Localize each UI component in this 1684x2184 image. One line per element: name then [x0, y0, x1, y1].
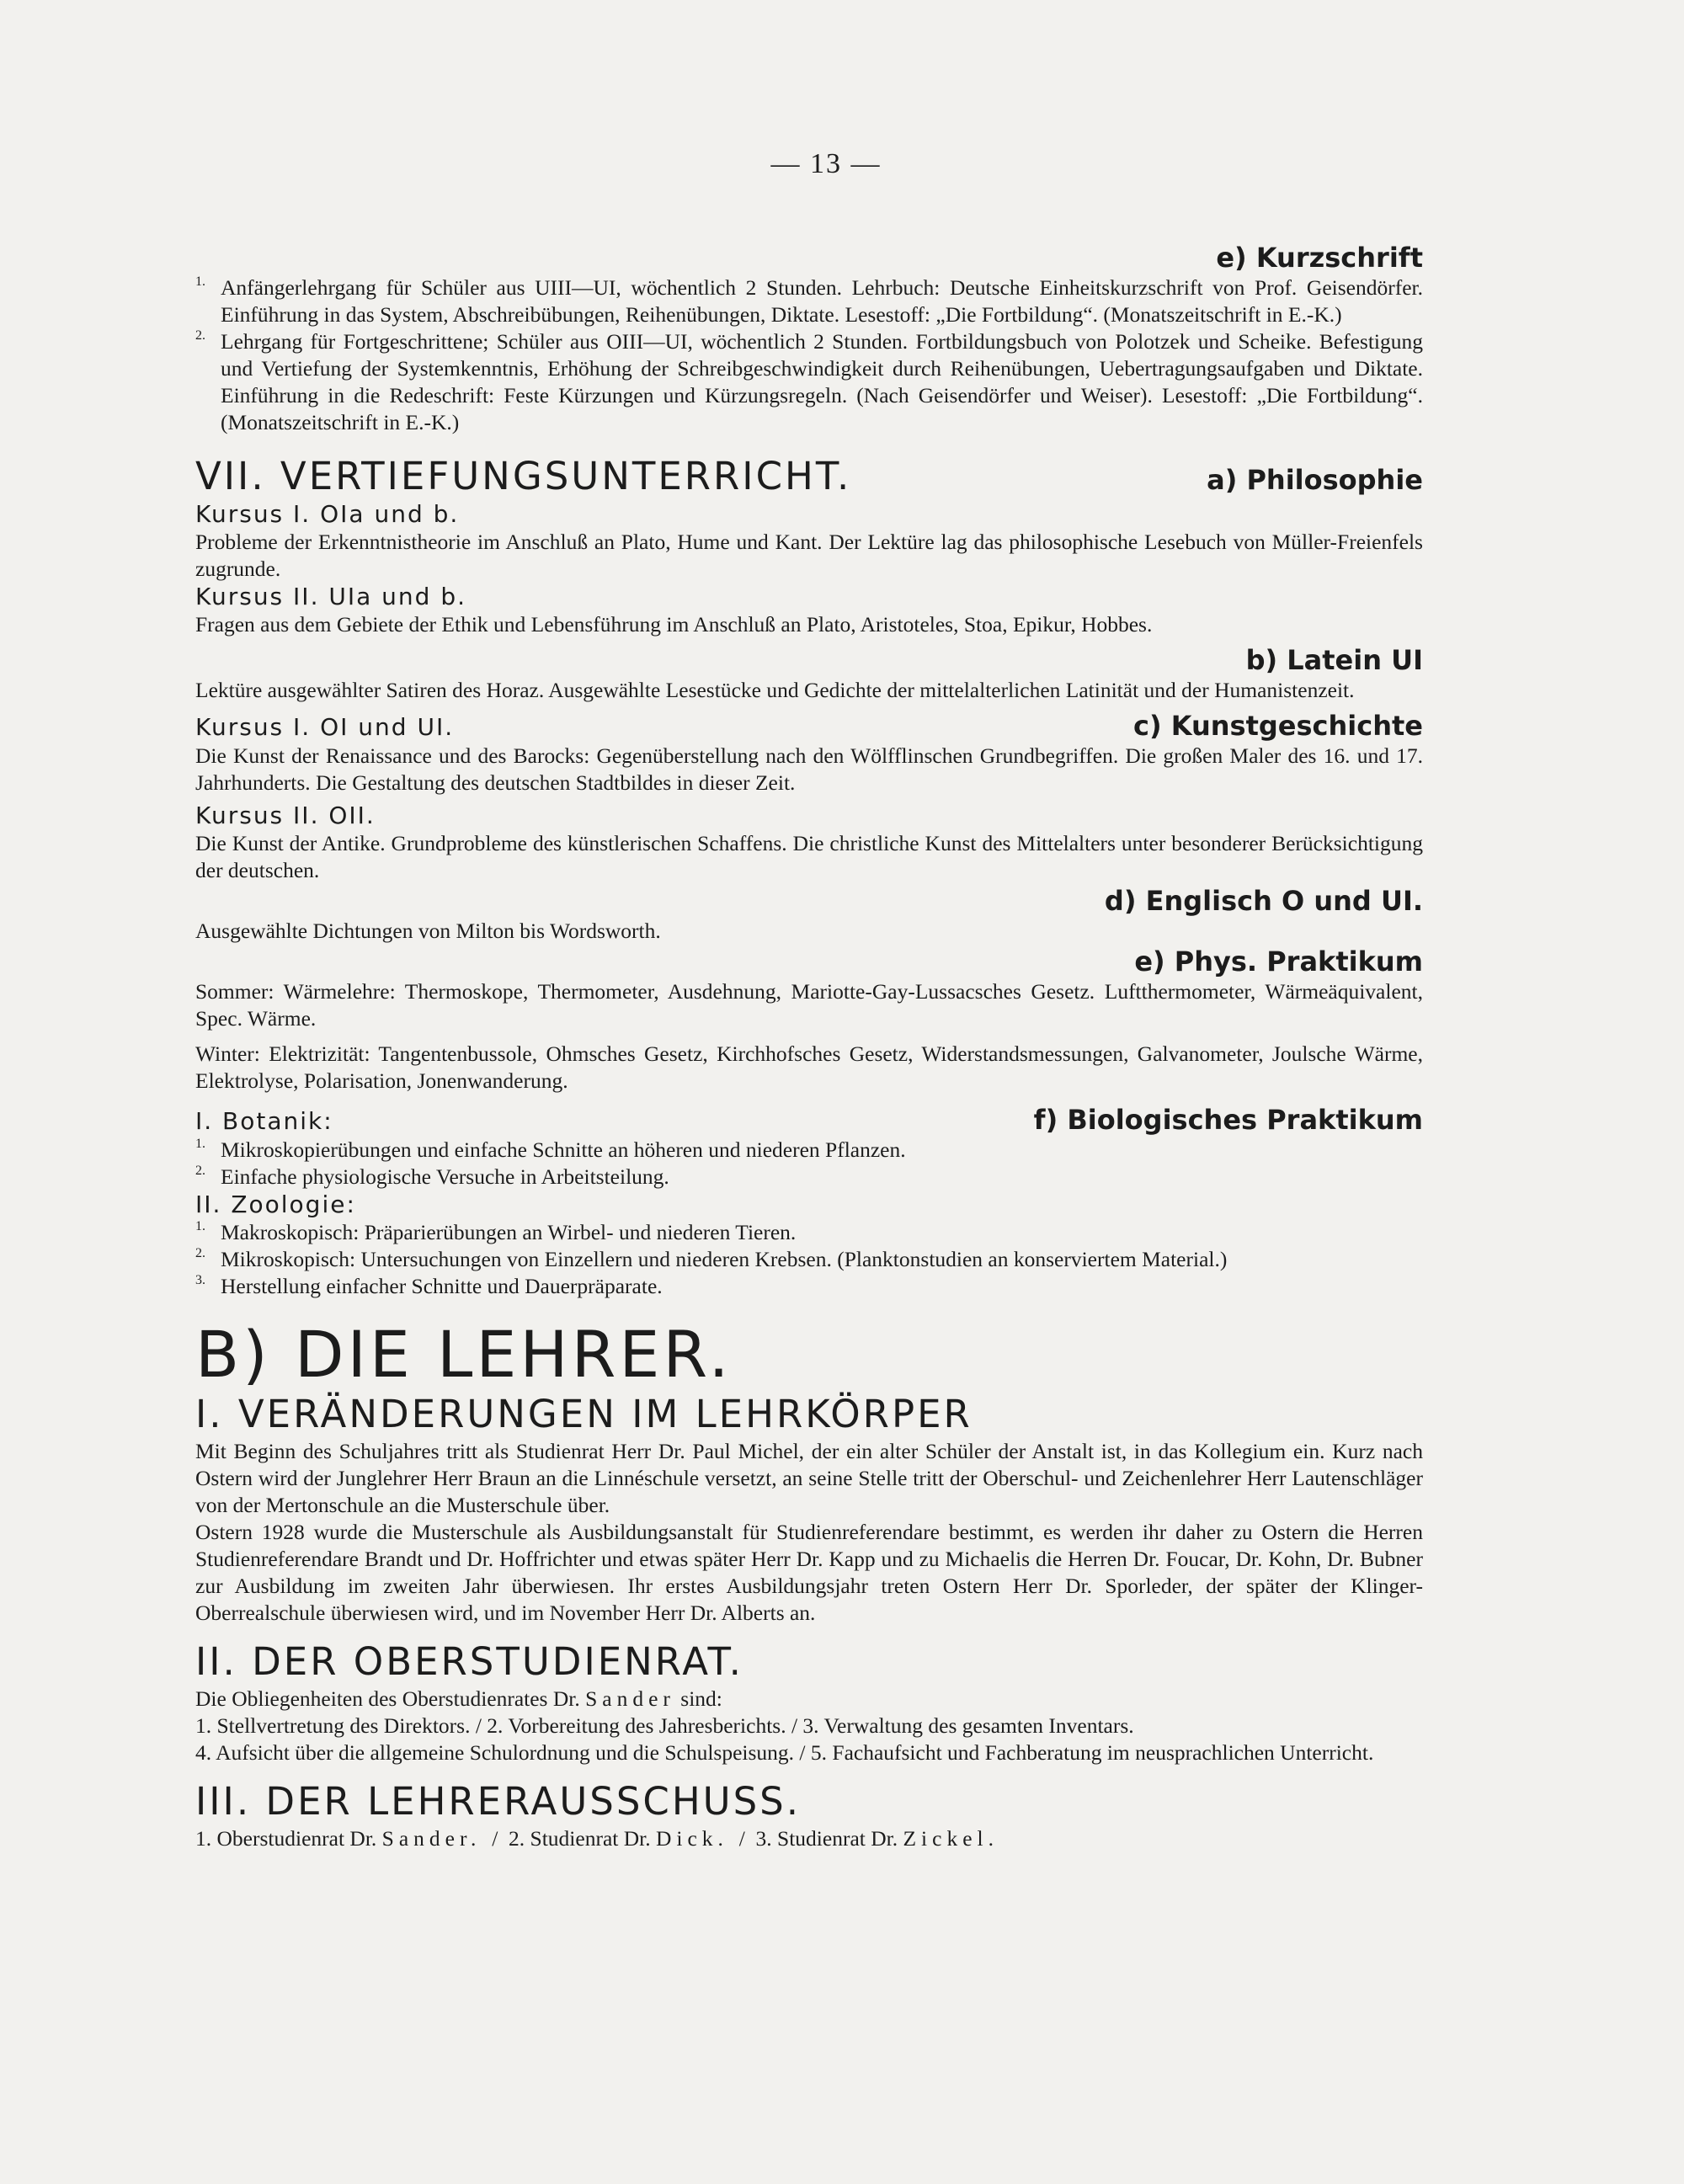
kurzschrift-item-2	[195, 328, 1423, 436]
lehrer-title: B) DIE LEHRER.	[195, 1317, 733, 1392]
oberstudienrat-intro	[195, 1686, 1423, 1713]
kunst-header-row	[195, 709, 1423, 743]
member-2-name: Dick.	[655, 1826, 728, 1851]
item-number: 2.	[195, 1246, 205, 1260]
item-number: 2.	[195, 1164, 205, 1178]
philosophie-heading: a) Philosophie	[1207, 464, 1423, 496]
member-1-name: Sander.	[381, 1826, 482, 1851]
philosophie-text-1: Probleme der Erkenntnistheorie im Anschluß an Plato, Hume und Kant. Der Lektüre lag das philosophische Lesebuch von Müller-Freienfels zugrunde.	[195, 530, 1423, 581]
englisch-text: Ausgewählte Dichtungen von Milton bis Wordsworth.	[195, 919, 661, 943]
item-text: Mikroskopierübungen und einfache Schnitte an höheren und niederen Pflanzen.	[221, 1137, 906, 1162]
botanik-label: I. Botanik:	[195, 1107, 333, 1135]
page-number: — 13 —	[770, 148, 882, 179]
kurzschrift-heading: e) Kurzschrift	[1216, 242, 1423, 274]
zoologie-label: II. Zoologie:	[195, 1191, 356, 1218]
oberstudienrat-duties-2: 4. Aufsicht über die allgemeine Schulordnung und die Schulspeisung. / 5. Fachaufsicht und Fachberatung im neusprachlichen Unterricht.	[195, 1740, 1374, 1765]
physik-winter: Winter: Elektrizität: Tangentenbussole, Ohmsches Gesetz, Kirchhofsches Gesetz, Widerstandsmessungen, Galvanometer, Joulsche Wärme, Elektrolyse, Polarisation, Jonenwanderung.	[195, 1041, 1423, 1093]
veraenderungen-p2: Ostern 1928 wurde die Musterschule als Ausbildungsanstalt für Studienreferendare bestimmt, es werden ihr daher zu Ostern die Herren Studienreferendare Brandt und Dr. Hoffrichter und etwas später Herr Dr. Kapp und zu Michaelis die Herren Dr. Foucar, Dr. Kohn, Dr. Bubner zur Ausbildung im zweiten Jahr überwiesen. Ihr erstes Ausbildungsjahr treten Ostern Herr Dr. Sporleder, der später der Klinger-Oberrealschule überwiesen wird, und im November Herr Dr. Alberts an.	[195, 1520, 1423, 1625]
kunst-kurs-2: Kursus II. OII.	[195, 802, 376, 829]
kunst-kurs-1: Kursus I. OI und UI.	[195, 713, 455, 741]
name-sander: Sander	[585, 1686, 675, 1711]
kurzschrift-item-1	[195, 274, 1423, 328]
zoologie-item-2	[195, 1246, 1423, 1273]
item-text: Anfängerlehrgang für Schüler aus UIII—UI, wöchentlich 2 Stunden. Lehrbuch: Deutsche Einheitskurzschrift von Prof. Geisendörfer. Einführung in das System, Abschreibübungen, Reihenübungen, Diktate. Lesestoff: „Die Fortbildung“. (Monatszeitschrift in E.-K.)	[221, 275, 1423, 327]
item-text: Lehrgang für Fortgeschrittene; Schüler aus OIII—UI, wöchentlich 2 Stunden. Fortbildungsbuch von Polotzek und Scheike. Befestigung und Vertiefung der Systemkenntnis, Erhöhung der Schreibgeschwindigkeit durch Reihenübungen, Uebertragungsaufgaben und Diktate. Einführung in die Redeschrift: Feste Kürzungen und Kürzungsregeln. (Nach Geisendörfer und Weiser). Lesestoff: „Die Fortbildung“. (Monatszeitschrift in E.-K.)	[221, 329, 1423, 434]
botanik-item-2	[195, 1164, 1423, 1191]
vertiefung-title: VII. VERTIEFUNGSUNTERRICHT.	[195, 454, 852, 498]
item-number: 1.	[195, 1137, 205, 1151]
intro-b: sind:	[680, 1686, 722, 1711]
philosophie-text-2: Fragen aus dem Gebiete der Ethik und Lebensführung im Anschluß an Plato, Aristoteles, Stoa, Epikur, Hobbes.	[195, 612, 1153, 637]
item-number: 2.	[195, 328, 205, 343]
item-number: 1.	[195, 1219, 205, 1233]
separator: /	[492, 1826, 498, 1851]
member-3-role: 3. Studienrat Dr.	[755, 1826, 898, 1851]
botanik-item-1	[195, 1137, 1423, 1164]
englisch-heading: d) Englisch O und UI.	[1104, 885, 1423, 917]
biologie-header-row	[195, 1103, 1423, 1137]
kunst-text-2: Die Kunst der Antike. Grundprobleme des künstlerischen Schaffens. Die christliche Kunst des Mittelalters unter besonderer Berücksichtigung der deutschen.	[195, 831, 1423, 882]
veraenderungen-p1: Mit Beginn des Schuljahres tritt als Studienrat Herr Dr. Paul Michel, der ein alter Schüler der Anstalt ist, in das Kollegium ein. Kurz nach Ostern wird der Junglehrer Herr Braun an die Linnéschule versetzt, an seine Stelle tritt der Oberschul- und Zeichenlehrer Herr Lautenschläger von der Mertonschule an die Musterschule über.	[195, 1439, 1423, 1517]
veraenderungen-title: I. VERÄNDERUNGEN IM LEHRKÖRPER	[195, 1392, 973, 1436]
ausschuss-title: III. DER LEHRERAUSSCHUSS.	[195, 1779, 802, 1824]
zoologie-item-3	[195, 1273, 1423, 1300]
zoologie-item-1	[195, 1219, 1423, 1246]
item-number: 1.	[195, 274, 205, 289]
item-text: Mikroskopisch: Untersuchungen von Einzellern und niederen Krebsen. (Planktonstudien an konserviertem Material.)	[221, 1247, 1228, 1271]
latein-heading: b) Latein UI	[1245, 644, 1423, 676]
member-1-role: 1. Oberstudienrat Dr.	[195, 1826, 377, 1851]
item-number: 3.	[195, 1273, 205, 1287]
philosophie-kurs-2: Kursus II. UIa und b.	[195, 583, 467, 610]
physik-heading: e) Phys. Praktikum	[1134, 946, 1423, 977]
item-text: Herstellung einfacher Schnitte und Dauerpräparate.	[221, 1274, 663, 1298]
latein-text: Lektüre ausgewählter Satiren des Horaz. Ausgewählte Lesestücke und Gedichte der mittelalterlichen Latinität und der Humanistenzeit.	[195, 678, 1355, 702]
kunst-text-1: Die Kunst der Renaissance und des Barocks: Gegenüberstellung nach den Wölfflinschen Grundbegriffen. Die großen Maler des 16. und 17. Jahrhunderts. Die Gestaltung des deutschen Stadtbildes in dieser Zeit.	[195, 743, 1423, 795]
physik-sommer: Sommer: Wärmelehre: Thermoskope, Thermometer, Ausdehnung, Mariotte-Gay-Lussacsches Gesetz. Luftthermometer, Wärmeäquivalent, Spec. Wärme.	[195, 979, 1423, 1031]
item-text: Makroskopisch: Präparierübungen an Wirbel- und niederen Tieren.	[221, 1220, 797, 1244]
kunst-heading: c) Kunstgeschichte	[1133, 710, 1423, 742]
oberstudienrat-duties-1: 1. Stellvertretung des Direktors. / 2. Vorbereitung des Jahresberichts. / 3. Verwaltung des gesamten Inventars.	[195, 1713, 1134, 1738]
philosophie-kurs-1: Kursus I. OIa und b.	[195, 500, 460, 528]
item-text: Einfache physiologische Versuche in Arbeitsteilung.	[221, 1164, 669, 1189]
biologie-heading: f) Biologisches Praktikum	[1033, 1104, 1423, 1136]
intro-a: Die Obliegenheiten des Oberstudienrates Dr.	[195, 1686, 580, 1711]
separator: /	[738, 1826, 745, 1851]
oberstudienrat-title: II. DER OBERSTUDIENRAT.	[195, 1639, 743, 1684]
member-2-role: 2. Studienrat Dr.	[509, 1826, 651, 1851]
vertiefung-header-row	[195, 453, 1423, 500]
ausschuss-members	[195, 1825, 1423, 1852]
member-3-name: Zickel.	[903, 1826, 999, 1851]
